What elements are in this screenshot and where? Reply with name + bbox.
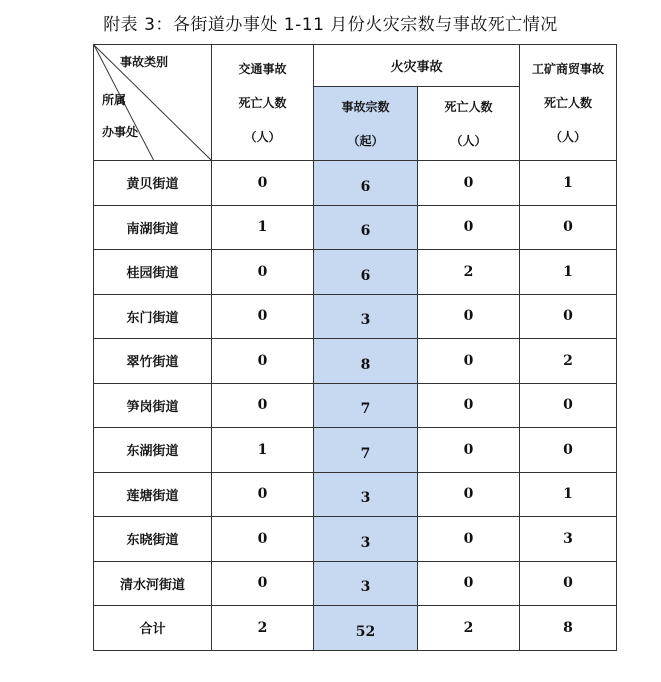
industrial-value: 0	[520, 428, 617, 473]
industrial-value: 0	[520, 205, 617, 250]
traffic-header-line1: 交通事故	[238, 61, 287, 76]
fire-group-header: 火灾事故	[314, 45, 520, 87]
total-row	[94, 606, 617, 651]
district-name: 笋岗街道	[94, 383, 212, 428]
fire-count-value: 8	[314, 339, 418, 384]
fire-death-value: 0	[418, 205, 520, 250]
industrial-value: 0	[520, 561, 617, 606]
table-row	[94, 161, 617, 206]
industrial-value: 0	[520, 383, 617, 428]
fire-count-value: 6	[314, 205, 418, 250]
fire-count-value: 3	[314, 294, 418, 339]
fire-death-value: 0	[418, 339, 520, 384]
industrial-header	[520, 45, 617, 161]
table-row	[94, 294, 617, 339]
industrial-header-line1: 工矿商贸事故	[532, 61, 605, 76]
fire-death-value: 2	[418, 250, 520, 295]
industrial-header-line3: （人）	[550, 129, 587, 144]
district-name: 桂园街道	[94, 250, 212, 295]
district-name: 翠竹街道	[94, 339, 212, 384]
total-label: 合计	[94, 606, 212, 651]
industrial-value: 3	[520, 517, 617, 562]
fire-count-value: 3	[314, 472, 418, 517]
fire-count-header-line2: （起）	[347, 133, 384, 148]
fire-death-value: 0	[418, 294, 520, 339]
industrial-value: 1	[520, 250, 617, 295]
fire-death-value: 0	[418, 428, 520, 473]
traffic-value: 0	[212, 161, 314, 206]
traffic-header-line3: （人）	[244, 129, 281, 144]
industrial-value: 1	[520, 161, 617, 206]
industrial-header-line2: 死亡人数	[544, 95, 593, 110]
fire-count-value: 6	[314, 161, 418, 206]
fire-death-value: 2	[418, 606, 520, 651]
fire-count-value: 3	[314, 517, 418, 562]
fire-death-header	[418, 87, 520, 161]
diag-belong-label: 所属	[102, 93, 127, 107]
fire-death-header-line1: 死亡人数	[444, 99, 493, 114]
district-name: 黄贝街道	[94, 161, 212, 206]
district-name: 东湖街道	[94, 428, 212, 473]
diagonal-header-cell	[94, 45, 212, 161]
table-row	[94, 517, 617, 562]
industrial-value: 8	[520, 606, 617, 651]
accident-table	[93, 44, 617, 651]
table-row	[94, 205, 617, 250]
fire-count-value: 7	[314, 428, 418, 473]
traffic-value: 0	[212, 472, 314, 517]
table-row	[94, 561, 617, 606]
traffic-value: 0	[212, 339, 314, 384]
traffic-value: 1	[212, 428, 314, 473]
fire-death-value: 0	[418, 517, 520, 562]
fire-death-header-line2: （人）	[450, 133, 487, 148]
table-title: 附表 3：各街道办事处 1-11 月份火灾宗数与事故死亡情况	[103, 15, 558, 35]
table-row	[94, 339, 617, 384]
fire-count-value: 52	[314, 606, 418, 651]
industrial-value: 1	[520, 472, 617, 517]
diag-category-label: 事故类别	[120, 55, 169, 69]
table-row	[94, 472, 617, 517]
traffic-value: 0	[212, 561, 314, 606]
traffic-value: 2	[212, 606, 314, 651]
traffic-value: 0	[212, 250, 314, 295]
fire-count-value: 7	[314, 383, 418, 428]
fire-death-value: 0	[418, 472, 520, 517]
district-name: 莲塘街道	[94, 472, 212, 517]
fire-count-value: 3	[314, 561, 418, 606]
fire-count-header-line1: 事故宗数	[341, 99, 390, 114]
traffic-value: 0	[212, 383, 314, 428]
table-row	[94, 383, 617, 428]
diag-office-label: 办事处	[102, 125, 139, 139]
fire-death-value: 0	[418, 161, 520, 206]
fire-count-header	[314, 87, 418, 161]
traffic-header-line2: 死亡人数	[238, 95, 287, 110]
fire-count-value: 6	[314, 250, 418, 295]
traffic-header	[212, 45, 314, 161]
traffic-value: 0	[212, 294, 314, 339]
fire-death-value: 0	[418, 561, 520, 606]
district-name: 东门街道	[94, 294, 212, 339]
district-name: 清水河街道	[94, 561, 212, 606]
traffic-value: 0	[212, 517, 314, 562]
industrial-value: 0	[520, 294, 617, 339]
industrial-value: 2	[520, 339, 617, 384]
table-row	[94, 428, 617, 473]
district-name: 东晓街道	[94, 517, 212, 562]
table-row	[94, 250, 617, 295]
traffic-value: 1	[212, 205, 314, 250]
fire-death-value: 0	[418, 383, 520, 428]
district-name: 南湖街道	[94, 205, 212, 250]
